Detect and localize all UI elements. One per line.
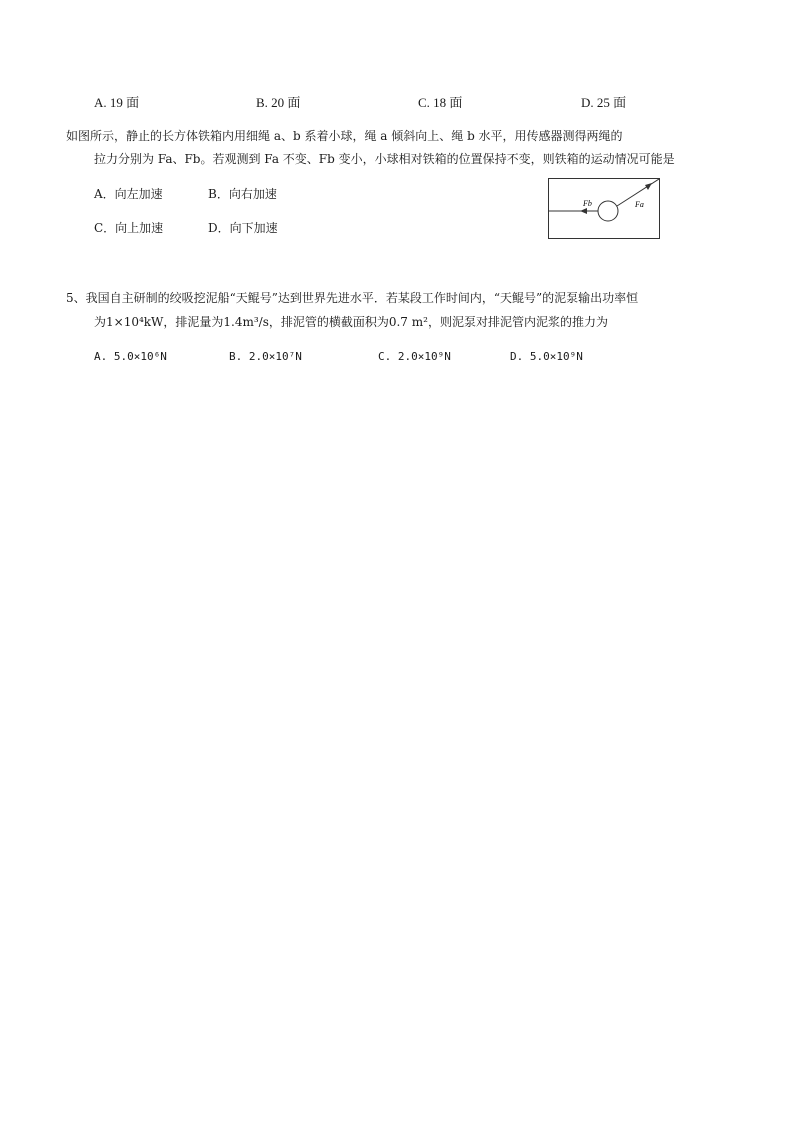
- q5-option-b: B. 2.0×10⁷N: [229, 350, 302, 363]
- q3-option-a: A. 19 面: [94, 95, 140, 110]
- q3-option-c: C. 18 面: [418, 95, 463, 110]
- q5-option-c: C. 2.0×10⁹N: [378, 350, 451, 363]
- q4-option-a: A．向左加速: [94, 187, 163, 201]
- label-fa: Fa: [635, 200, 644, 209]
- q3-option-d: D. 25 面: [581, 95, 627, 110]
- iron-box-diagram: [549, 179, 659, 238]
- q4-line1: 如图所示，静止的长方体铁箱内用细绳 a、b 系着小球，绳 a 倾斜向上、绳 b 水平，用传感器测得两绳的: [66, 129, 623, 143]
- q4-option-d: D．向下加速: [208, 221, 278, 235]
- q4-option-c: C．向上加速: [94, 221, 164, 235]
- iron-box-figure: [548, 178, 660, 239]
- ball-circle: [598, 201, 618, 221]
- q4-option-b: B．向右加速: [208, 187, 277, 201]
- label-fb: Fb: [583, 199, 592, 208]
- arrow-fa-icon: [645, 183, 652, 190]
- q5-option-d: D. 5.0×10⁹N: [510, 350, 583, 363]
- q4-line2: 拉力分别为 Fa、Fb。若观测到 Fa 不变、Fb 变小，小球相对铁箱的位置保持不变，则铁箱的运动情况可能是: [94, 152, 675, 166]
- q5-line2: 为1×10⁴kW，排泥量为1.4m³/s，排泥管的横截面积为0.7 m²，则泥泵对排泥管内泥浆的推力为: [94, 315, 608, 329]
- arrow-fb-icon: [580, 208, 587, 214]
- q3-option-b: B. 20 面: [256, 95, 301, 110]
- q5-line1: 5、我国自主研制的绞吸挖泥船“天鲲号”达到世界先进水平．若某段工作时间内，“天鲲号”的泥泵输出功率恒: [66, 291, 639, 305]
- q5-option-a: A. 5.0×10⁶N: [94, 350, 167, 363]
